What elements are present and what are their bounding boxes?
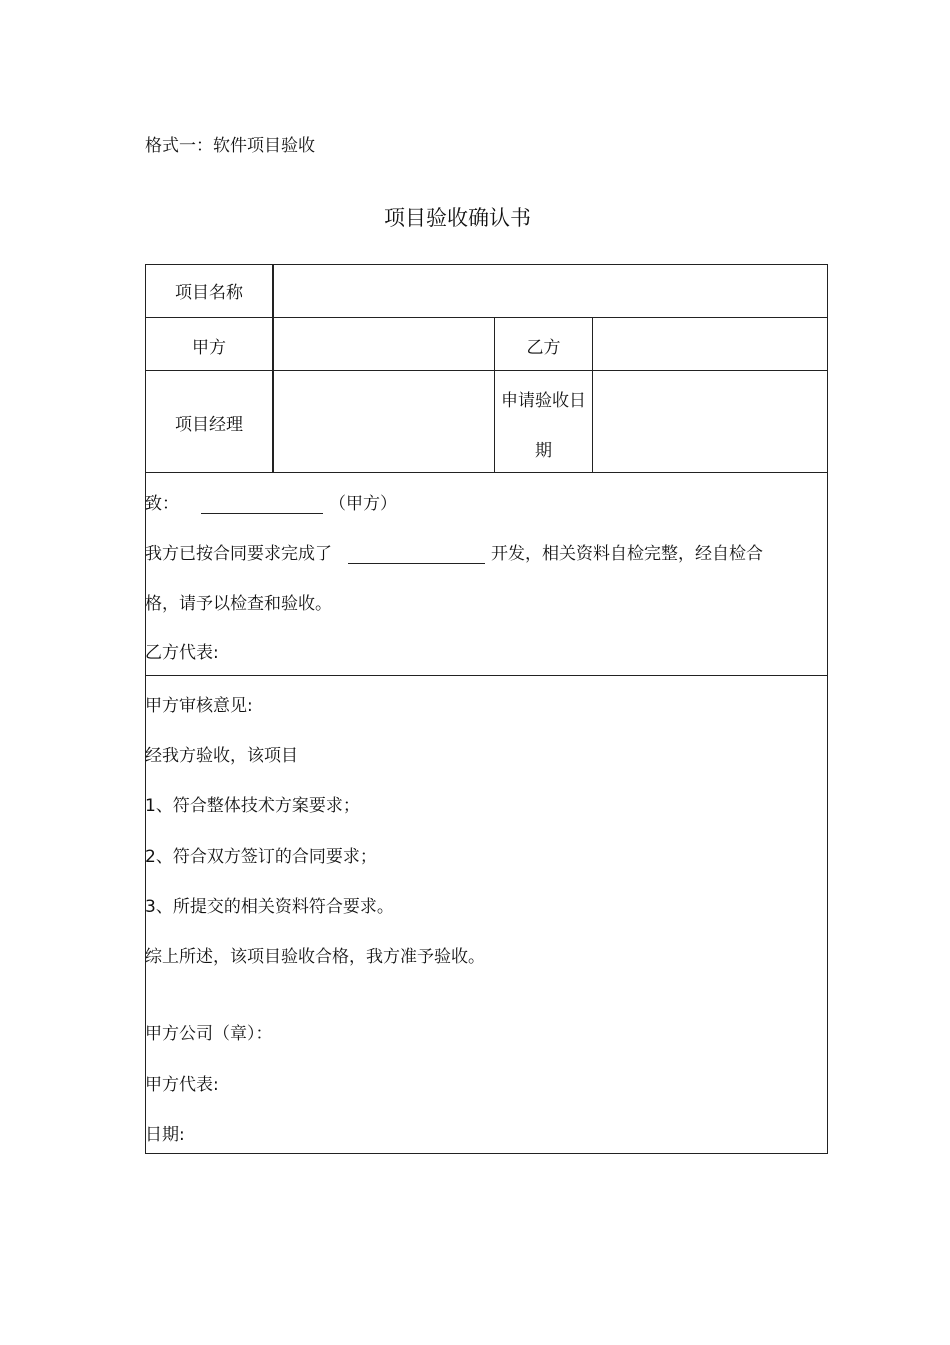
to-blank bbox=[201, 493, 323, 514]
apply-date-label-line2: 期 bbox=[535, 441, 552, 461]
project-blank bbox=[348, 543, 485, 564]
party-a-company-label: 甲方公司（章）： bbox=[145, 1024, 273, 1044]
review-intro: 经我方验收，该项目 bbox=[145, 746, 298, 766]
review-item-1: 1、符合整体技术方案要求； bbox=[145, 796, 360, 816]
project-name-label: 项目名称 bbox=[175, 283, 243, 303]
document-title: 项目验收确认书 bbox=[384, 206, 531, 230]
to-prefix: 致： bbox=[145, 494, 179, 514]
format-label: 格式一：软件项目验收 bbox=[145, 136, 315, 156]
party-b-label: 乙方 bbox=[526, 338, 561, 358]
date-label: 日期: bbox=[145, 1125, 185, 1145]
request-body-part1: 我方已按合同要求完成了 bbox=[145, 544, 332, 564]
apply-date-label-line1: 申请验收日 bbox=[501, 391, 586, 411]
to-line bbox=[145, 489, 397, 514]
request-body-line2: 格，请予以检查和验收。 bbox=[145, 594, 332, 614]
project-manager-label: 项目经理 bbox=[175, 415, 243, 435]
party-b-rep-label: 乙方代表: bbox=[145, 643, 219, 663]
review-item-2: 2、符合双方签订的合同要求； bbox=[145, 847, 377, 867]
request-body-line1 bbox=[145, 539, 763, 564]
review-heading: 甲方审核意见: bbox=[145, 696, 253, 716]
request-body-part2: 开发，相关资料自检完整，经自检合 bbox=[491, 544, 763, 564]
party-a-rep-label: 甲方代表: bbox=[145, 1075, 219, 1095]
review-item-3: 3、所提交的相关资料符合要求。 bbox=[145, 897, 394, 917]
to-suffix: （甲方） bbox=[329, 494, 397, 514]
party-a-label: 甲方 bbox=[192, 338, 226, 358]
review-conclusion: 综上所述，该项目验收合格，我方准予验收。 bbox=[145, 947, 485, 967]
